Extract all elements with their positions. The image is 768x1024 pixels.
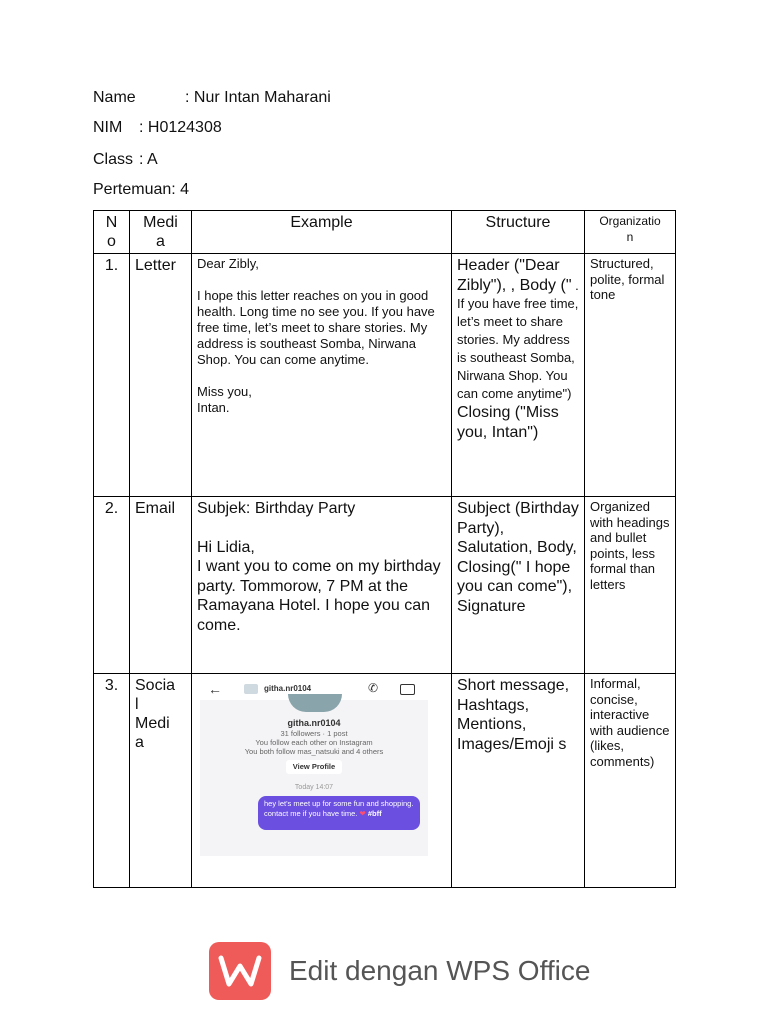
email-body: I want you to come on my birthday party. Tommorow, 7 PM at the Ramayana Hotel. I hope you can come. xyxy=(197,558,441,634)
media-cell: Email xyxy=(130,497,192,674)
profile-mutual: You follow each other on Instagram xyxy=(255,738,373,747)
row-number: 3. xyxy=(94,674,130,888)
profile-mutual-follow: You both follow mas_natsuki and 4 others xyxy=(244,747,384,756)
example-cell xyxy=(192,497,452,674)
media-cell: Letter xyxy=(130,254,192,497)
letter-body: I hope this letter reaches on you in good health. Long time no see you. If you have free time, let’s meet to share stories. My address is southeast Somba, Nirwana Shop. You can come anytime. xyxy=(197,288,435,367)
wps-edit-link[interactable]: Edit dengan WPS Office xyxy=(289,955,591,986)
profile-username: githa.nr0104 xyxy=(287,718,341,728)
letter-closing: Miss you, xyxy=(197,384,252,399)
dm-timestamp: Today 14:07 xyxy=(294,784,334,791)
row-number: 1. xyxy=(94,254,130,497)
header-example: Example xyxy=(192,211,452,254)
email-subject: Subjek: Birthday Party xyxy=(197,500,356,517)
email-greeting: Hi Lidia, xyxy=(197,538,255,556)
nim-label: NIM xyxy=(93,119,123,136)
profile-followers: 31 followers · 1 post xyxy=(280,729,348,738)
letter-signature: Intan. xyxy=(197,400,230,415)
structure-cell: Short message, Hashtags, Mentions, Images/Emoji s xyxy=(452,674,585,888)
nim-line xyxy=(93,118,222,138)
view-profile-button: View Profile xyxy=(286,760,342,774)
arrow-left-icon: ← xyxy=(208,681,222,697)
class-line xyxy=(93,150,158,170)
name-value: : Nur Intan Maharani xyxy=(185,89,331,106)
wps-logo-icon[interactable] xyxy=(209,942,271,1000)
table-row xyxy=(94,674,676,888)
meeting-line: Pertemuan: 4 xyxy=(93,181,190,198)
instagram-dm-screenshot xyxy=(200,678,428,856)
organization-cell: Informal, concise, interactive with audience (likes, comments) xyxy=(585,674,676,888)
header-structure: Structure xyxy=(452,211,585,254)
avatar xyxy=(244,684,258,694)
structure-cell: Subject (Birthday Party), Salutation, Body, Closing(" I hope you can come"), Signature xyxy=(452,497,585,674)
table-row xyxy=(94,497,676,674)
phone-icon: ✆ xyxy=(368,681,379,695)
structure-cell: Header ("Dear Zibly"), , Body (" . If you have free time, let’s meet to share stories. My address is southeast Somba, Nirwana Shop. You can come anytime") Closing ("Miss you, Intan") xyxy=(452,254,585,497)
row-number: 2. xyxy=(94,497,130,674)
media-cell: Socia l Medi a xyxy=(130,674,192,888)
video-icon xyxy=(400,684,415,695)
table-header-row xyxy=(94,211,676,254)
name-label: Name xyxy=(93,89,136,106)
comparison-table xyxy=(93,210,676,888)
dm-message-bubble: hey let's meet up for some fun and shopping. contact me if you have time. ❤ #bff xyxy=(258,796,420,830)
table-row xyxy=(94,254,676,497)
class-label: Class xyxy=(93,151,134,168)
class-value: : A xyxy=(139,151,158,168)
example-cell xyxy=(192,674,452,888)
name-line xyxy=(93,88,331,108)
header-organization: Organizatio n xyxy=(585,211,676,254)
letter-greeting: Dear Zibly, xyxy=(197,256,259,271)
profile-avatar xyxy=(288,694,342,712)
nim-value: : H0124308 xyxy=(139,119,222,136)
organization-cell: Structured, polite, formal tone xyxy=(585,254,676,497)
header-media: Medi a xyxy=(130,211,192,254)
heart-icon: ❤ xyxy=(359,808,366,818)
organization-cell: Organized with headings and bullet points, less formal than letters xyxy=(585,497,676,674)
example-cell xyxy=(192,254,452,497)
header-no: N o xyxy=(94,211,130,254)
dm-username-top: githa.nr0104 xyxy=(264,684,312,693)
